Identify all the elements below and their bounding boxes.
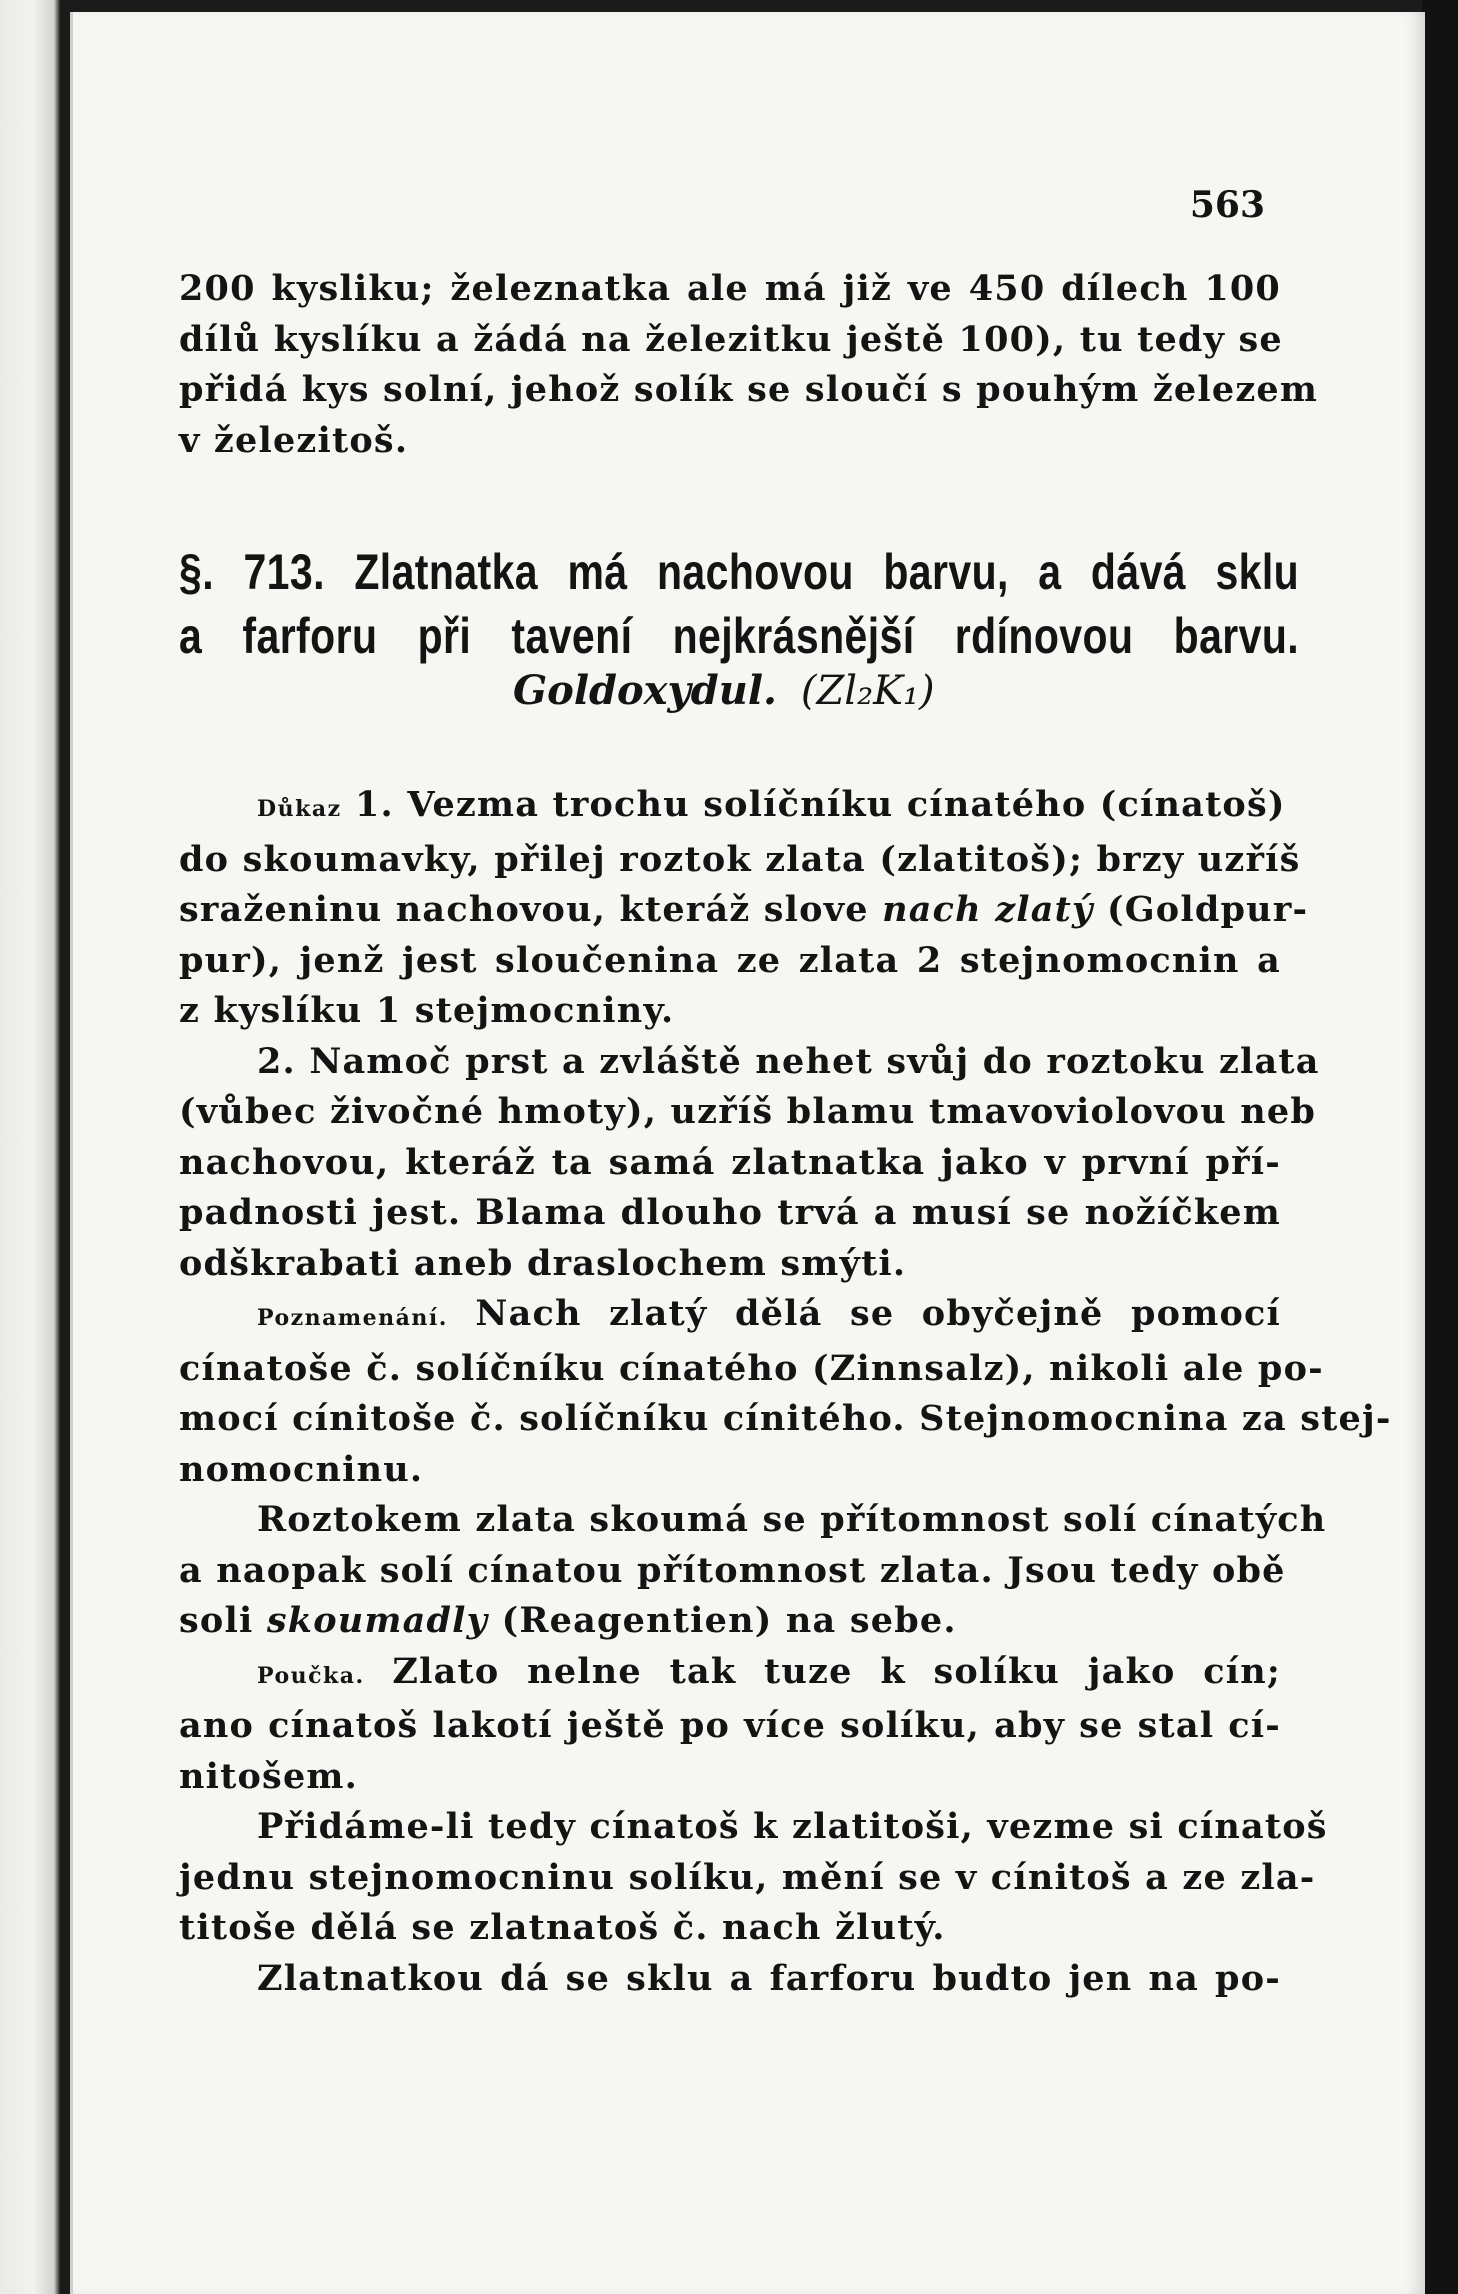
intro-line: v železitoš. (179, 419, 409, 461)
proof-line: z kyslíku 1 stejmocniny. (179, 990, 675, 1031)
book-page (70, 12, 1425, 2294)
add-line: jednu stejnomocninu solíku, mění se v cínitoš a ze zla- (179, 1856, 1316, 1898)
proof-number: 1. (354, 784, 394, 825)
note-line: nomocninu. (179, 1448, 424, 1490)
proof2-line: nachovou, kteráž ta samá zlatnatka jako v první pří- (179, 1141, 1281, 1183)
proof2-line: (vůbec živočné hmoty), uzříš blamu tmavoviolovou neb (179, 1091, 1317, 1132)
intro-line: dílů kyslíku a žádá na železitku ještě 100), tu tedy se (179, 318, 1283, 360)
rule-label: Poučka. (257, 1662, 365, 1689)
proof2-line: odškrabati aneb draslochem smýti. (179, 1242, 907, 1284)
note-line: Poznamenání. Nach zlatý dělá se obyčejně pomocí (257, 1293, 1281, 1334)
page-number: 563 (1189, 184, 1265, 226)
proof-text: Vezma trochu solíčníku cínatého (cínatoš) (407, 784, 1286, 825)
proof-line (179, 780, 1286, 835)
reagent-line: a naopak solí cínatou přítomnost zlata. Jsou tedy obě (179, 1549, 1286, 1591)
note-label: Poznamenání. (257, 1305, 448, 1331)
proof-paragraph (179, 780, 1392, 2004)
proof-line: pur), jenž jest sloučenina ze zlata 2 stejnomocnin a (179, 939, 1281, 981)
note-line: mocí cínitoše č. solíčníku cínitého. Stejnomocnina za stej- (179, 1398, 1392, 1439)
reagent-line: soli skoumadly (Reagentien) na sebe. (179, 1600, 957, 1641)
intro-line: přidá kys solní, jehož solík se sloučí s pouhým železem (179, 369, 1319, 410)
proof2-line: 2. Namoč prst a zvláště nehet svůj do roztoku zlata (257, 1040, 1320, 1082)
add-line: titoše dělá se zlatnatoš č. nach žlutý. (179, 1907, 946, 1948)
intro-line: 200 kysliku; železnatka ale má již ve 450 dílech 100 (179, 268, 1281, 309)
term-nach-zlaty: nach zlatý (882, 889, 1094, 930)
section-heading (179, 540, 1300, 668)
heading-subtitle (513, 667, 935, 714)
proof-line: sraženinu nachovou, kteráž slove nach zlatý (Goldpur- (179, 889, 1309, 930)
proof2-line: padnosti jest. Blama dlouho trvá a musí se nožíčkem (179, 1192, 1281, 1233)
heading-line: a farforu při tavení nejkrásnější rdínovou barvu. (179, 608, 1300, 664)
heading-line: §. 713. Zlatnatka má nachovou barvu, a dává sklu (179, 544, 1300, 600)
note-line: cínatoše č. solíčníku cínatého (Zinnsalz), nikoli ale po- (179, 1347, 1324, 1389)
proof-line: do skoumavky, přilej roztok zlata (zlatitoš); brzy uzříš (179, 838, 1301, 880)
scan-background-edge (1422, 0, 1458, 2294)
add-line: Přidáme-li tedy cínatoš k zlatitoši, vezme si cínatoš (257, 1806, 1328, 1847)
rule-line: ano cínatoš lakotí ještě po více solíku, aby se stal cí- (179, 1705, 1281, 1746)
reagent-line: Roztokem zlata skoumá se přítomnost solí cínatých (257, 1499, 1327, 1540)
proof-label: Důkaz (257, 796, 342, 822)
rule-line: nitošem. (179, 1755, 359, 1797)
intro-paragraph (179, 264, 1319, 466)
term-skoumadly: skoumadly (266, 1600, 489, 1641)
last-line: Zlatnatkou dá se sklu a farforu budto jen na po- (257, 1957, 1281, 1999)
chemical-formula: (Zl₂K₁) (800, 668, 935, 714)
german-term: Goldoxydul. (513, 667, 777, 714)
previous-page-edge (0, 0, 60, 2294)
rule-line: Poučka. Zlato nelne tak tuze k solíku jako cín; (257, 1650, 1281, 1692)
